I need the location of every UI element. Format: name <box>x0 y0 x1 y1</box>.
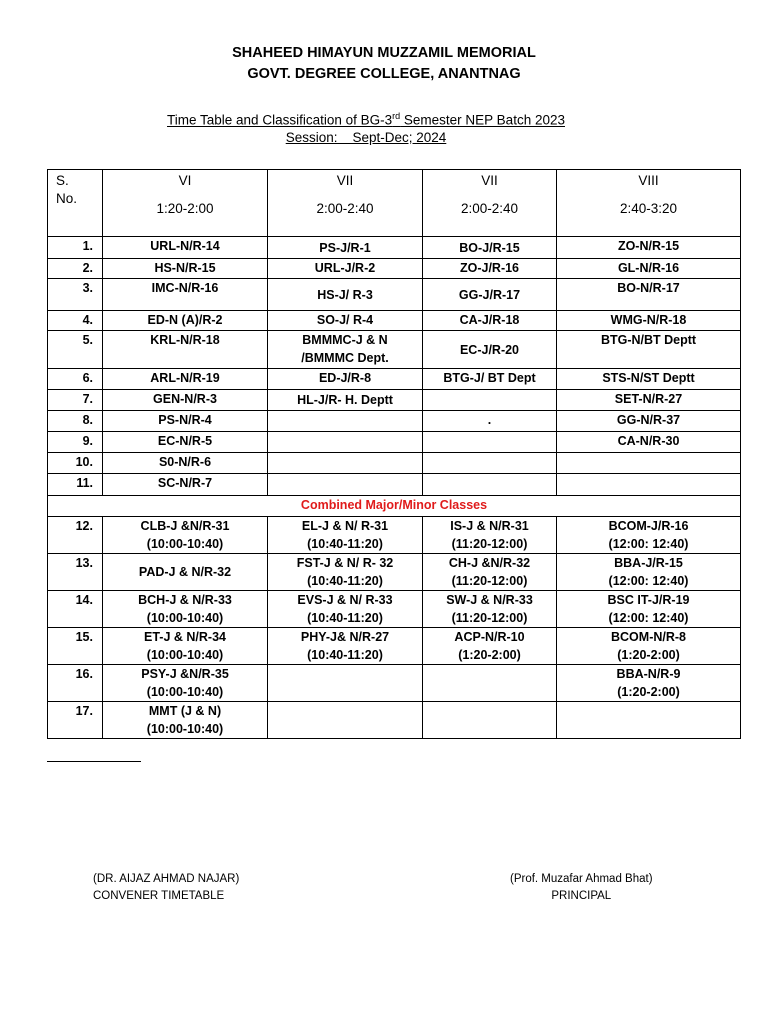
table-cell: SO-J/ R-4 <box>268 311 423 331</box>
table-cell: STS-N/ST Deptt <box>557 369 741 390</box>
column-header-sno: S. No. <box>48 170 103 237</box>
table-cell <box>103 665 268 702</box>
serial-number: 8. <box>48 411 103 432</box>
table-cell <box>268 517 423 554</box>
table-cell <box>268 554 423 591</box>
cell-line: BSC IT-J/R-19 <box>607 593 690 607</box>
serial-number: 12. <box>48 517 103 554</box>
serial-number: 5. <box>48 331 103 369</box>
serial-number: 7. <box>48 390 103 411</box>
table-row <box>48 474 741 496</box>
table-cell: EC-N/R-5 <box>103 432 268 453</box>
table-cell <box>557 517 741 554</box>
session-line: Session: Sept-Dec; 2024 <box>285 130 447 145</box>
table-cell: WMG-N/R-18 <box>557 311 741 331</box>
table-cell <box>103 628 268 665</box>
table-cell: GEN-N/R-3 <box>103 390 268 411</box>
serial-number: 17. <box>48 702 103 739</box>
table-cell <box>557 591 741 628</box>
table-cell: ARL-N/R-19 <box>103 369 268 390</box>
cell-line: PHY-J& N/R-27 <box>300 630 390 644</box>
table-cell: IMC-N/R-16 <box>103 279 268 311</box>
cell-line: MMT (J & N) <box>148 704 222 718</box>
table-row <box>48 237 741 259</box>
cell-line: ACP-N/R-10 <box>454 630 525 644</box>
table-cell <box>103 591 268 628</box>
serial-number: 11. <box>48 474 103 496</box>
cell-line: BMMMC-J & N <box>302 333 388 347</box>
table-cell <box>423 702 557 739</box>
table-row <box>48 390 741 411</box>
table-cell: BTG-N/BT Deptt <box>557 331 741 369</box>
serial-number: 9. <box>48 432 103 453</box>
table-row <box>48 591 741 628</box>
table-cell <box>423 390 557 411</box>
cell-line: CLB-J &N/R-31 <box>140 519 230 533</box>
table-cell: URL-N/R-14 <box>103 237 268 259</box>
table-cell: SC-N/R-7 <box>103 474 268 496</box>
combined-classes-heading: Combined Major/Minor Classes <box>48 496 741 517</box>
title-text-end: Semester NEP Batch 2023 <box>400 112 565 128</box>
cell-time: (12:00: 12:40) <box>608 537 689 551</box>
college-name-line1: SHAHEED HIMAYUN MUZZAMIL MEMORIAL <box>232 45 536 61</box>
cell-line: EL-J & N/ R-31 <box>301 519 389 533</box>
table-cell: BO-N/R-17 <box>557 279 741 311</box>
table-cell <box>423 591 557 628</box>
cell-time: (10:00-10:40) <box>146 648 224 662</box>
table-cell: S0-N/R-6 <box>103 453 268 474</box>
table-cell <box>268 628 423 665</box>
serial-number: 3. <box>48 279 103 311</box>
table-cell: BTG-J/ BT Dept <box>423 369 557 390</box>
table-cell: PS-N/R-4 <box>103 411 268 432</box>
table-cell <box>557 702 741 739</box>
table-cell <box>423 665 557 702</box>
table-cell: ZO-N/R-15 <box>557 237 741 259</box>
convener-name: (DR. AIJAZ AHMAD NAJAR) <box>93 873 240 885</box>
cell-line: EVS-J & N/ R-33 <box>297 593 393 607</box>
cell-time: (11:20-12:00) <box>451 574 528 588</box>
principal-title: PRINCIPAL <box>551 890 612 902</box>
table-cell: SET-N/R-27 <box>557 390 741 411</box>
table-cell: GG-J/R-17 <box>423 279 557 311</box>
table-cell <box>268 331 423 369</box>
serial-number: 6. <box>48 369 103 390</box>
cell-line: SW-J & N/R-33 <box>446 593 533 607</box>
table-cell: HS-N/R-15 <box>103 259 268 279</box>
table-cell: CA-J/R-18 <box>423 311 557 331</box>
table-row <box>48 432 741 453</box>
table-row <box>48 453 741 474</box>
table-cell: ZO-J/R-16 <box>423 259 557 279</box>
table-cell: HL-J/R- H. Deptt <box>268 390 423 411</box>
table-cell <box>423 474 557 496</box>
cell-line: PSY-J &N/R-35 <box>141 667 229 681</box>
cell-time: (11:20-12:00) <box>451 537 528 551</box>
table-cell <box>557 554 741 591</box>
table-cell: URL-J/R-2 <box>268 259 423 279</box>
serial-number: 2. <box>48 259 103 279</box>
cell-time: (10:40-11:20) <box>307 537 383 551</box>
convener-signature-block <box>93 871 239 905</box>
table-row <box>48 517 741 554</box>
serial-number: 16. <box>48 665 103 702</box>
cell-time: (1:20-2:00) <box>617 685 680 699</box>
cell-time: (10:40-11:20) <box>307 648 383 662</box>
table-cell <box>423 628 557 665</box>
college-name-line2: GOVT. DEGREE COLLEGE, ANANTNAG <box>247 66 521 82</box>
cell-time: (12:00: 12:40) <box>608 611 689 625</box>
table-cell <box>557 665 741 702</box>
cell-line: CH-J &N/R-32 <box>448 556 531 570</box>
principal-signature-block <box>510 871 653 905</box>
cell-time: (10:00-10:40) <box>146 611 224 625</box>
table-row <box>48 369 741 390</box>
cell-time: (10:40-11:20) <box>307 611 383 625</box>
table-row <box>48 665 741 702</box>
table-cell: HS-J/ R-3 <box>268 279 423 311</box>
timetable <box>47 169 741 739</box>
cell-time: (10:40-11:20) <box>307 574 383 588</box>
title-text: Time Table and Classification of BG-3 <box>167 112 393 128</box>
title-superscript: rd <box>392 111 401 121</box>
table-row <box>48 411 741 432</box>
table-cell: BO-J/R-15 <box>423 237 557 259</box>
table-cell: PAD-J & N/R-32 <box>103 554 268 591</box>
cell-time: (1:20-2:00) <box>458 648 521 662</box>
serial-number: 1. <box>48 237 103 259</box>
table-cell <box>268 453 423 474</box>
table-row <box>48 628 741 665</box>
table-row <box>48 331 741 369</box>
serial-number: 10. <box>48 453 103 474</box>
table-cell <box>268 432 423 453</box>
table-row <box>48 702 741 739</box>
table-row <box>48 279 741 311</box>
table-cell <box>557 474 741 496</box>
cell-time: (10:00-10:40) <box>146 537 224 551</box>
table-row <box>48 554 741 591</box>
table-cell <box>423 517 557 554</box>
table-row <box>48 311 741 331</box>
table-cell: CA-N/R-30 <box>557 432 741 453</box>
cell-line: BBA-N/R-9 <box>616 667 681 681</box>
table-cell: KRL-N/R-18 <box>103 331 268 369</box>
table-header-row <box>48 170 741 237</box>
table-cell: . <box>423 411 557 432</box>
column-header: VII 2:00-2:40 <box>268 170 423 237</box>
cell-line: BCH-J & N/R-33 <box>138 593 232 607</box>
serial-number: 13. <box>48 554 103 591</box>
divider-line <box>47 761 141 762</box>
serial-number: 15. <box>48 628 103 665</box>
cell-line: ET-J & N/R-34 <box>144 630 226 644</box>
table-cell: ED-N (A)/R-2 <box>103 311 268 331</box>
convener-title: CONVENER TIMETABLE <box>93 890 225 902</box>
table-cell <box>268 591 423 628</box>
serial-number: 14. <box>48 591 103 628</box>
table-cell: GG-N/R-37 <box>557 411 741 432</box>
cell-line: IS-J & N/R-31 <box>450 519 529 533</box>
table-cell: GL-N/R-16 <box>557 259 741 279</box>
cell-time: (11:20-12:00) <box>451 611 528 625</box>
table-cell: EC-J/R-20 <box>423 331 557 369</box>
table-cell <box>557 453 741 474</box>
table-cell <box>423 453 557 474</box>
principal-name: (Prof. Muzafar Ahmad Bhat) <box>510 873 653 885</box>
column-header: VII 2:00-2:40 <box>423 170 557 237</box>
column-header: VIII 2:40-3:20 <box>557 170 741 237</box>
table-cell <box>423 554 557 591</box>
table-cell <box>268 665 423 702</box>
table-cell <box>103 517 268 554</box>
cell-time: (10:00-10:40) <box>146 722 224 736</box>
table-cell <box>423 432 557 453</box>
table-cell <box>268 702 423 739</box>
table-row <box>48 259 741 279</box>
column-header: VI 1:20-2:00 <box>103 170 268 237</box>
table-cell: ED-J/R-8 <box>268 369 423 390</box>
table-cell: PS-J/R-1 <box>268 237 423 259</box>
cell-line: BBA-J/R-15 <box>614 556 683 570</box>
cell-time: (12:00: 12:40) <box>608 574 689 588</box>
serial-number: 4. <box>48 311 103 331</box>
cell-line: BCOM-N/R-8 <box>611 630 686 644</box>
table-cell <box>268 411 423 432</box>
cell-time: (10:00-10:40) <box>146 685 224 699</box>
cell-line: BCOM-J/R-16 <box>608 519 689 533</box>
cell-line: /BMMMC Dept. <box>301 351 389 365</box>
cell-line: FST-J & N/ R- 32 <box>296 556 394 570</box>
document-title <box>0 111 732 128</box>
table-cell <box>103 702 268 739</box>
table-cell <box>557 628 741 665</box>
table-cell <box>268 474 423 496</box>
cell-time: (1:20-2:00) <box>617 648 680 662</box>
combined-classes-row <box>48 496 741 517</box>
